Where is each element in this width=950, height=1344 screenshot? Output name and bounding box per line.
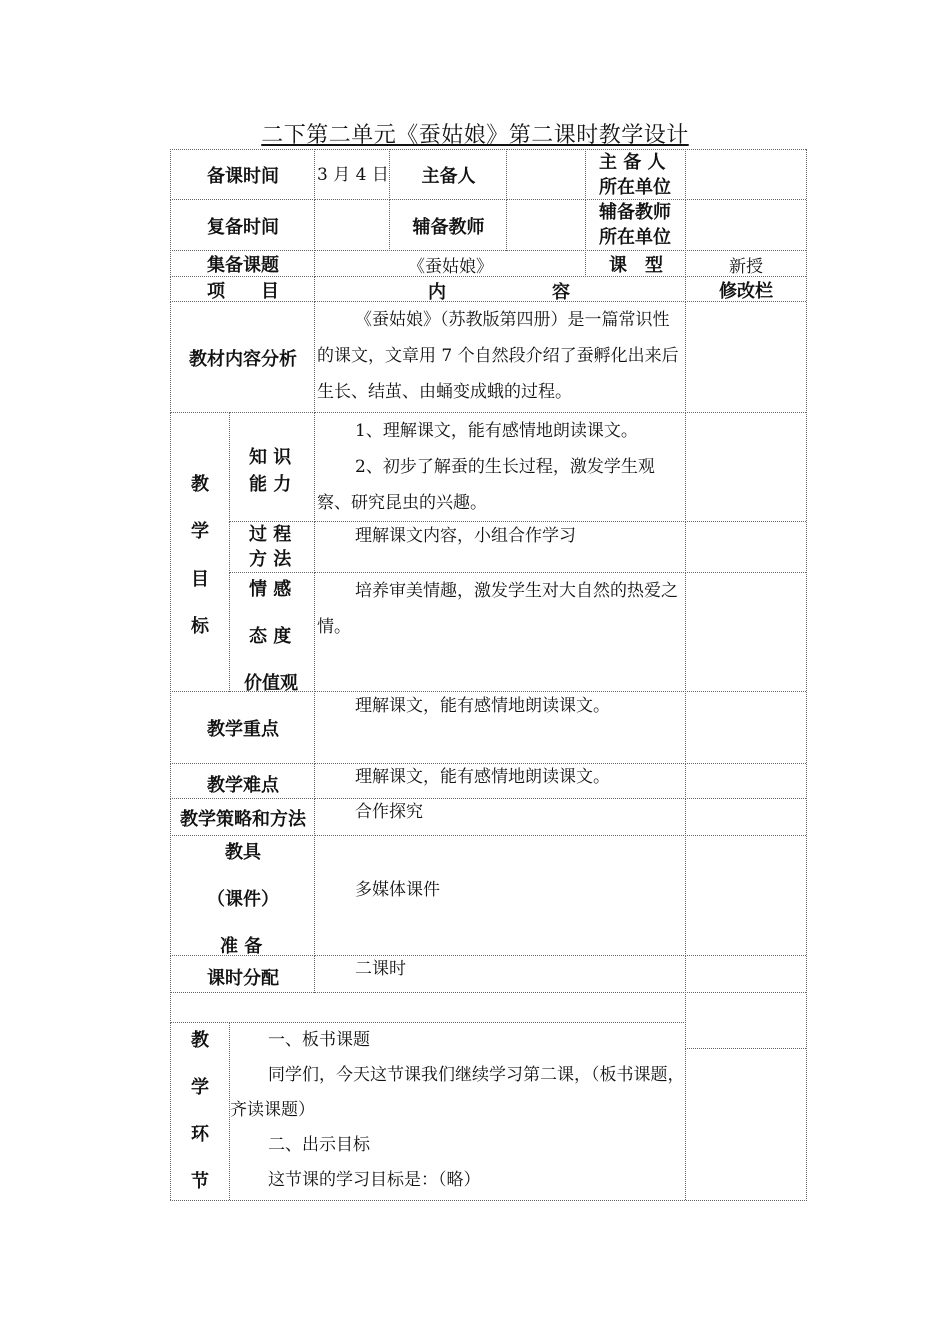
- process-label-char2: 学: [191, 1077, 209, 1098]
- topic-label-text: 集备课题: [207, 255, 279, 276]
- column-item-header-text: 项 目: [207, 280, 279, 302]
- main-preparer-label-text: 主备人: [421, 166, 476, 187]
- emotion-label: [229, 572, 315, 692]
- assist-teacher-label-text: 辅备教师: [412, 216, 485, 238]
- blank-row: [170, 992, 686, 1023]
- difficulties-revise: [685, 763, 806, 799]
- tools-label: [170, 835, 315, 956]
- difficulties-text: 理解课文，能有感情地朗读课文。: [314, 763, 686, 799]
- analysis-text: 《蚕姑娘》（苏教版第四册）是一篇常识性的课文，文章用 7 个自然段介绍了蚕孵化出来后生长、结茧、由蛹变成蛾的过程。: [314, 301, 686, 413]
- tools-text-cell: [314, 835, 686, 956]
- strategy-text: 合作探究: [314, 798, 686, 836]
- emotion-label-line1: 情 感: [249, 579, 292, 600]
- key-points-revise: [685, 691, 806, 764]
- emotion-revise: [685, 572, 806, 692]
- emotion-label-line2: 态 度: [249, 626, 292, 647]
- process-label-char4: 节: [191, 1171, 209, 1192]
- type-value-text: 新授: [729, 256, 763, 277]
- tools-label-line3: 准 备: [220, 936, 263, 957]
- column-revise-header: [685, 276, 806, 302]
- main-preparer-label: [389, 149, 507, 200]
- main-unit-label: [585, 149, 686, 200]
- topic-value: [314, 250, 586, 277]
- process-line4: 这节课的学习目标是：（略）: [268, 1170, 481, 1190]
- main-unit-value: [685, 149, 806, 200]
- main-unit-label-line1: 主 备 人: [599, 152, 666, 173]
- tools-label-line2: （课件）: [207, 889, 279, 910]
- knowledge-line2: 2、初步了解蚕的生长过程，激发学生观察、研究昆虫的兴趣。: [317, 457, 655, 513]
- difficulties-label-text: 教学难点: [207, 775, 279, 796]
- process-method-text: 理解课文内容，小组合作学习: [314, 521, 686, 573]
- schedule-label-text: 课时分配: [207, 967, 279, 989]
- process-line3: 二、出示目标: [268, 1135, 370, 1155]
- process-label-char3: 环: [191, 1124, 209, 1145]
- column-content-char1: 内: [428, 282, 446, 303]
- assist-unit-label: [585, 199, 686, 251]
- strategy-revise: [685, 798, 806, 836]
- type-label: [585, 250, 686, 277]
- knowledge-text: [314, 412, 686, 522]
- review-time-label: [170, 199, 315, 251]
- analysis-label: [170, 301, 315, 413]
- goals-label-char4: 标: [191, 616, 209, 637]
- goals-label: [170, 412, 230, 692]
- type-value: [685, 250, 806, 277]
- goals-label-char3: 目: [191, 569, 209, 590]
- process-line1: 一、板书课题: [268, 1030, 370, 1050]
- assist-teacher-label: [389, 199, 507, 251]
- emotion-label-line3: 价值观: [244, 673, 298, 694]
- strategy-label-text: 教学策略和方法: [180, 808, 306, 830]
- main-unit-label-line2: 所在单位: [599, 177, 671, 198]
- schedule-text: 二课时: [314, 955, 686, 993]
- assist-unit-value: [685, 199, 806, 251]
- column-item-header: [170, 276, 315, 302]
- key-points-label-text: 教学重点: [207, 719, 279, 740]
- process-method-label-line1: 过 程: [249, 524, 292, 545]
- process-revise: [685, 1048, 806, 1200]
- strategy-label: [170, 798, 315, 836]
- knowledge-label: [229, 412, 315, 522]
- analysis-label-text: 教材内容分析: [189, 348, 297, 370]
- main-preparer-value: [506, 149, 586, 200]
- process-method-revise: [685, 521, 806, 573]
- analysis-revise: [685, 301, 806, 413]
- knowledge-label-line2: 能 力: [249, 474, 292, 495]
- key-points-text: 理解课文，能有感情地朗读课文。: [314, 691, 686, 764]
- process-text: [229, 1022, 686, 1200]
- assist-unit-label-line2: 所在单位: [599, 227, 671, 248]
- table-bottom-border: [170, 1200, 807, 1202]
- goals-label-char1: 教: [191, 474, 209, 495]
- page-title: 二下第二单元《蚕姑娘》第二课时教学设计: [261, 123, 689, 148]
- column-revise-header-text: 修改栏: [719, 280, 773, 302]
- type-label-text: 课 型: [609, 255, 663, 276]
- prep-time-value: [314, 149, 390, 200]
- schedule-revise: [685, 955, 806, 993]
- knowledge-revise: [685, 412, 806, 522]
- key-points-label: [170, 691, 315, 764]
- goals-label-char2: 学: [191, 521, 209, 542]
- knowledge-label-line1: 知 识: [249, 447, 292, 468]
- knowledge-line1: 1、理解课文，能有感情地朗读课文。: [355, 421, 638, 441]
- table-right-border: [806, 149, 808, 1201]
- prep-time-value-text: 3 月 4 日: [317, 165, 389, 185]
- assist-unit-label-line1: 辅备教师: [599, 202, 671, 223]
- process-line2: 同学们，今天这节课我们继续学习第二课，（板书课题，齐读课题）: [230, 1065, 685, 1120]
- process-label: [170, 1022, 230, 1200]
- review-time-label-text: 复备时间: [207, 216, 279, 238]
- process-label-char1: 教: [191, 1030, 209, 1051]
- tools-label-line1: 教具: [225, 842, 261, 863]
- difficulties-label: [170, 763, 315, 799]
- prep-time-label: [170, 149, 315, 200]
- review-time-value: [314, 199, 390, 251]
- emotion-text: 培养审美情趣，激发学生对大自然的热爱之情。: [314, 572, 686, 692]
- process-method-label-line2: 方 法: [249, 549, 292, 570]
- assist-teacher-value: [506, 199, 586, 251]
- column-content-header: [314, 276, 686, 302]
- schedule-label: [170, 955, 315, 993]
- topic-label: [170, 250, 315, 277]
- process-method-label: [229, 521, 315, 573]
- topic-value-text: 《蚕姑娘》: [408, 256, 493, 277]
- column-content-char2: 容: [552, 282, 570, 303]
- tools-revise: [685, 835, 806, 956]
- prep-time-label-text: 备课时间: [207, 166, 279, 187]
- tools-text: 多媒体课件: [355, 880, 440, 900]
- blank-row-revise: [685, 992, 806, 1049]
